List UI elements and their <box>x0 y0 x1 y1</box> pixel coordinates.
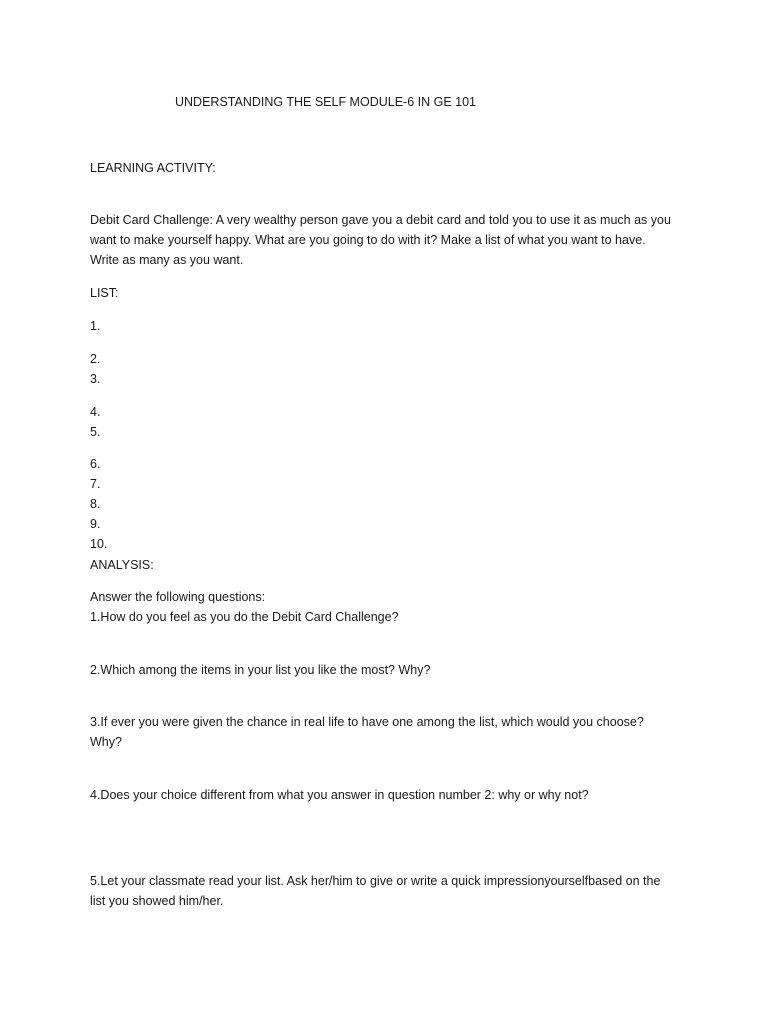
question-5 <box>90 871 690 911</box>
question-line: 1.How do you feel as you do the Debit Card Challenge? <box>90 610 399 624</box>
question-line: 2.Which among the items in your list you like the most? Why? <box>90 663 431 677</box>
list-item-number: 3. <box>90 372 101 386</box>
question-line: 4.Does your choice different from what you answer in question number 2: why or why not? <box>90 788 589 802</box>
question-line: 5.Let your classmate read your list. Ask her/him to give or write a quick impressionyourselfbased on the <box>90 874 661 888</box>
question-2 <box>90 660 690 680</box>
list-item-number: 5. <box>90 425 101 439</box>
question-1 <box>90 607 690 627</box>
list-item-number: 7. <box>90 477 101 491</box>
list-item-number: 4. <box>90 405 101 419</box>
list-item-number: 2. <box>90 352 101 366</box>
page-title: UNDERSTANDING THE SELF MODULE-6 IN GE 101 <box>175 95 476 109</box>
question-line: Why? <box>90 735 122 749</box>
answer-intro: Answer the following questions: <box>90 590 266 604</box>
question-line: 3.If ever you were given the chance in real life to have one among the list, which would you choose? <box>90 715 644 729</box>
list-heading: LIST: <box>90 286 119 300</box>
challenge-line: want to make yourself happy. What are you going to do with it? Make a list of what you want to have. <box>90 233 646 247</box>
challenge-paragraph <box>90 210 690 270</box>
challenge-line: Write as many as you want. <box>90 253 244 267</box>
analysis-heading: ANALYSIS: <box>90 558 154 572</box>
list-item-number: 9. <box>90 517 101 531</box>
list-item-number: 10. <box>90 537 108 551</box>
question-4 <box>90 785 690 805</box>
list-item-number: 1. <box>90 319 101 333</box>
list-item-number: 6. <box>90 457 101 471</box>
challenge-line: Debit Card Challenge: A very wealthy person gave you a debit card and told you to use it as much as you <box>90 213 671 227</box>
question-3 <box>90 712 690 752</box>
question-line: list you showed him/her. <box>90 894 224 908</box>
learning-activity-heading: LEARNING ACTIVITY: <box>90 161 216 175</box>
list-item-number: 8. <box>90 497 101 511</box>
